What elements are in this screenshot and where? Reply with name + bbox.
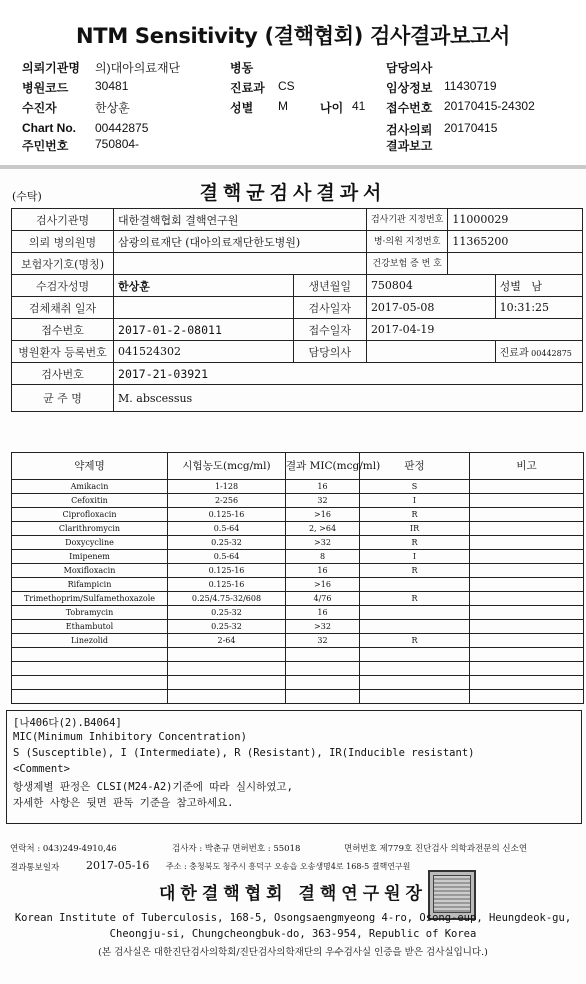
table-row bbox=[12, 480, 584, 494]
value-age: 41 bbox=[352, 99, 366, 113]
table-cell bbox=[360, 606, 470, 620]
table-cell: 16 bbox=[286, 564, 360, 578]
table-cell bbox=[470, 592, 584, 606]
table-cell bbox=[470, 550, 584, 564]
note-line: [나406다(2).B4064] bbox=[13, 717, 122, 729]
report-date-label: 결과통보일자 bbox=[10, 863, 60, 873]
cell-label: 병원환자 등록번호 bbox=[12, 341, 114, 363]
table-cell: Ciprofloxacin bbox=[12, 508, 168, 522]
table-cell: >32 bbox=[286, 536, 360, 550]
cell-value: 041524302 bbox=[114, 341, 294, 363]
table-cell: Cefoxitin bbox=[12, 494, 168, 508]
cell-value: 10:31:25 bbox=[495, 297, 582, 319]
table-cell: IR bbox=[360, 522, 470, 536]
cell-label: 의뢰 병의원명 bbox=[12, 231, 114, 253]
note-line: <Comment> bbox=[13, 763, 70, 775]
cell-value: 750804 bbox=[366, 275, 495, 297]
table-cell bbox=[470, 606, 584, 620]
sex-label: 성별 bbox=[499, 279, 521, 293]
table-cell: 0.25-32 bbox=[168, 536, 286, 550]
table-row bbox=[12, 620, 584, 634]
table-cell bbox=[470, 564, 584, 578]
table-row bbox=[12, 648, 584, 662]
table-row bbox=[12, 606, 584, 620]
cell-dept bbox=[495, 341, 582, 363]
table-cell bbox=[286, 690, 360, 704]
table-cell bbox=[12, 662, 168, 676]
label-sex: 성별 bbox=[230, 101, 254, 115]
table-row bbox=[12, 578, 584, 592]
table-row bbox=[12, 522, 584, 536]
table-cell: 0.25-32 bbox=[168, 606, 286, 620]
table-cell bbox=[470, 494, 584, 508]
cell-value bbox=[366, 341, 495, 363]
table-row bbox=[12, 634, 584, 648]
table-cell bbox=[12, 648, 168, 662]
table-cell: Rifampicin bbox=[12, 578, 168, 592]
report-title: NTM Sensitivity (결핵협회) 검사결과보고서 bbox=[76, 24, 510, 48]
dept-value: 00442875 bbox=[531, 349, 572, 358]
value-request: 20170415 bbox=[444, 121, 498, 135]
cell-label: 접수번호 bbox=[12, 319, 114, 341]
table-cell: 0.25/4.75-32/608 bbox=[168, 592, 286, 606]
cell-value: 11365200 bbox=[448, 231, 583, 253]
column-header: 판정 bbox=[360, 453, 470, 480]
table-cell: 2-64 bbox=[168, 634, 286, 648]
label-resident-no: 주민번호 bbox=[22, 139, 69, 153]
cell-label: 생년월일 bbox=[293, 275, 366, 297]
table-body bbox=[12, 480, 584, 704]
table-cell: 32 bbox=[286, 634, 360, 648]
label-doctor: 담당의사 bbox=[386, 61, 433, 75]
cell-label: 보험자기호(명칭) bbox=[12, 253, 114, 275]
value-dept: CS bbox=[278, 79, 295, 93]
table-cell: 16 bbox=[286, 480, 360, 494]
sex-value: 남 bbox=[531, 279, 543, 293]
certification-text: (본 검사실은 대한진단검사의학회/진단검사의학재단의 우수검사실 인증을 받은 검사실입니다.) bbox=[98, 947, 488, 958]
table-row bbox=[12, 550, 584, 564]
table-cell bbox=[168, 648, 286, 662]
cell-value: 2017-01-2-08011 bbox=[114, 319, 294, 341]
table-cell: >32 bbox=[286, 620, 360, 634]
note-line: 항생제별 판정은 CLSI(M24-A2)기준에 따라 실시하였고, bbox=[13, 781, 293, 793]
table-cell: 2-256 bbox=[168, 494, 286, 508]
table-cell: 1-128 bbox=[168, 480, 286, 494]
table-cell: R bbox=[360, 564, 470, 578]
address-text: 주소 : 충청북도 청주시 흥덕구 오송읍 오송생명4로 168-5 결핵연구원 bbox=[166, 862, 411, 871]
label-agency: 의뢰기관명 bbox=[22, 61, 80, 75]
table-cell: 0.25-32 bbox=[168, 620, 286, 634]
table-cell bbox=[470, 508, 584, 522]
table-cell bbox=[168, 690, 286, 704]
table-cell: 2, >64 bbox=[286, 522, 360, 536]
table-cell: Ethambutol bbox=[12, 620, 168, 634]
notes-box bbox=[6, 710, 582, 824]
table-cell: Tobramycin bbox=[12, 606, 168, 620]
note-line: 자세한 사항은 뒷면 판독 기준을 참고하세요. bbox=[13, 797, 234, 809]
label-dept: 진료과 bbox=[230, 81, 265, 95]
value-hospital-code: 30481 bbox=[95, 79, 129, 93]
cell-label: 수검자성명 bbox=[12, 275, 114, 297]
label-ward: 병동 bbox=[230, 61, 254, 75]
cell-value: M. abscessus bbox=[114, 385, 583, 412]
table-cell: I bbox=[360, 550, 470, 564]
table-cell: Trimethoprim/Sulfamethoxazole bbox=[12, 592, 168, 606]
column-header: 약제명 bbox=[12, 453, 168, 480]
label-result: 결과보고 bbox=[386, 139, 433, 153]
cell-label: 검사기관명 bbox=[12, 209, 114, 231]
table-cell bbox=[470, 690, 584, 704]
note-line: S (Susceptible), I (Intermediate), R (Resistant), IR(Inducible resistant) bbox=[13, 747, 475, 759]
table-cell: Clarithromycin bbox=[12, 522, 168, 536]
cell-value bbox=[448, 253, 583, 275]
cell-label: 접수일자 bbox=[293, 319, 366, 341]
table-cell bbox=[470, 578, 584, 592]
org-address-en: Korean Institute of Tuberculosis, 168-5, Osongsaengmyeong 4-ro, Osong-eup, Heungdeok-gu, bbox=[14, 912, 572, 924]
table-cell: Linezolid bbox=[12, 634, 168, 648]
table-cell: 4/76 bbox=[286, 592, 360, 606]
cell-label: 병·의원 지정번호 bbox=[366, 231, 447, 253]
table-row bbox=[12, 536, 584, 550]
table-cell bbox=[286, 676, 360, 690]
value-clinical: 11430719 bbox=[444, 79, 497, 93]
table-cell: Doxycycline bbox=[12, 536, 168, 550]
table-cell: >16 bbox=[286, 578, 360, 592]
cell-value bbox=[114, 253, 367, 275]
table-cell: R bbox=[360, 634, 470, 648]
table-cell bbox=[168, 676, 286, 690]
susceptibility-table bbox=[11, 452, 584, 704]
value-agency: 의)대아의료재단 bbox=[95, 61, 181, 75]
value-receipt: 20170415-24302 bbox=[444, 99, 535, 113]
table-cell: Imipenem bbox=[12, 550, 168, 564]
table-cell bbox=[470, 676, 584, 690]
table-cell: Moxifloxacin bbox=[12, 564, 168, 578]
table-row bbox=[12, 494, 584, 508]
table-cell bbox=[286, 648, 360, 662]
table-cell: 32 bbox=[286, 494, 360, 508]
label-clinical: 임상정보 bbox=[386, 81, 433, 95]
table-cell bbox=[360, 676, 470, 690]
label-receipt: 접수번호 bbox=[386, 101, 433, 115]
table-cell: R bbox=[360, 592, 470, 606]
value-chart: 00442875 bbox=[95, 121, 149, 135]
cell-value: 2017-05-08 bbox=[366, 297, 495, 319]
label-hospital-code: 병원코드 bbox=[22, 81, 69, 95]
cell-value: 한상훈 bbox=[114, 275, 294, 297]
table-cell bbox=[470, 536, 584, 550]
cell-label: 검체채취 일자 bbox=[12, 297, 114, 319]
table-cell: 8 bbox=[286, 550, 360, 564]
cell-label: 담당의사 bbox=[293, 341, 366, 363]
table-cell: R bbox=[360, 508, 470, 522]
cell-label: 검사번호 bbox=[12, 363, 114, 385]
cell-label: 균 주 명 bbox=[12, 385, 114, 412]
table-cell: 0.125-16 bbox=[168, 564, 286, 578]
scanned-report bbox=[0, 170, 586, 984]
cell-value: 11000029 bbox=[448, 209, 583, 231]
table-cell bbox=[470, 620, 584, 634]
director-text: 면허번호 제779호 진단검사 의학과전문의 신소연 bbox=[344, 844, 528, 854]
scan-title: 결핵균검사결과서 bbox=[199, 182, 387, 204]
cell-label: 검사기관 지정번호 bbox=[366, 209, 447, 231]
table-row bbox=[12, 564, 584, 578]
table-cell bbox=[360, 578, 470, 592]
table-row bbox=[12, 662, 584, 676]
report-header bbox=[0, 0, 586, 170]
value-sex: M bbox=[278, 99, 288, 113]
table-cell: S bbox=[360, 480, 470, 494]
table-cell bbox=[360, 662, 470, 676]
table-row bbox=[12, 508, 584, 522]
table-cell bbox=[286, 662, 360, 676]
cell-label: 건강보험 증 번 호 bbox=[366, 253, 447, 275]
report-date: 2017-05-16 bbox=[86, 859, 150, 872]
org-name: 대한결핵협회 결핵연구원장 bbox=[159, 884, 427, 904]
column-header: 결과 MIC(mcg/ml) bbox=[286, 453, 360, 480]
cell-value: 삼광의료재단 (대아의료재단한도병원) bbox=[114, 231, 367, 253]
table-cell bbox=[470, 522, 584, 536]
consignment-tag: (수탁) bbox=[12, 190, 42, 203]
table-cell bbox=[360, 620, 470, 634]
table-cell: >16 bbox=[286, 508, 360, 522]
table-cell: 0.5-64 bbox=[168, 522, 286, 536]
divider bbox=[0, 165, 586, 169]
examiner-text: 검사자 : 박춘규 면허번호 : 55018 bbox=[172, 844, 301, 854]
table-cell bbox=[168, 662, 286, 676]
cell-value bbox=[114, 297, 294, 319]
table-cell bbox=[470, 648, 584, 662]
table-cell bbox=[360, 690, 470, 704]
table-cell: I bbox=[360, 494, 470, 508]
label-request: 검사의뢰 bbox=[386, 123, 433, 137]
table-cell bbox=[12, 690, 168, 704]
table-cell bbox=[470, 480, 584, 494]
table-cell bbox=[470, 662, 584, 676]
table-cell: R bbox=[360, 536, 470, 550]
column-header: 비고 bbox=[470, 453, 584, 480]
cell-label: 검사일자 bbox=[293, 297, 366, 319]
label-age: 나이 bbox=[320, 101, 344, 115]
column-header: 시험농도(mcg/ml) bbox=[168, 453, 286, 480]
cell-value: 2017-04-19 bbox=[366, 319, 582, 341]
table-row bbox=[12, 690, 584, 704]
dept-label: 진료과 bbox=[499, 348, 529, 359]
table-cell bbox=[360, 648, 470, 662]
table-cell bbox=[12, 676, 168, 690]
note-line: MIC(Minimum Inhibitory Concentration) bbox=[13, 731, 247, 743]
table-row bbox=[12, 676, 584, 690]
cell-value: 대한결핵협회 결핵연구원 bbox=[114, 209, 367, 231]
cell-sex bbox=[495, 275, 582, 297]
table-row bbox=[12, 592, 584, 606]
table-cell: 0.125-16 bbox=[168, 578, 286, 592]
table-cell: 0.125-16 bbox=[168, 508, 286, 522]
cell-value: 2017-21-03921 bbox=[114, 363, 583, 385]
label-chart: Chart No. bbox=[22, 121, 76, 135]
org-address-en: Cheongju-si, Chungcheongbuk-do, 363-954, Republic of Korea bbox=[109, 928, 477, 940]
table-cell bbox=[470, 634, 584, 648]
table-cell: 16 bbox=[286, 606, 360, 620]
contact-text: 연락처 : 043)249-4910,46 bbox=[10, 844, 117, 854]
table-cell: Amikacin bbox=[12, 480, 168, 494]
label-patient: 수진자 bbox=[22, 101, 57, 115]
value-resident-no: 750804- bbox=[95, 137, 140, 151]
value-patient: 한상훈 bbox=[95, 101, 130, 115]
table-cell: 0.5-64 bbox=[168, 550, 286, 564]
patient-info-table bbox=[11, 208, 583, 412]
table-header bbox=[12, 453, 584, 480]
